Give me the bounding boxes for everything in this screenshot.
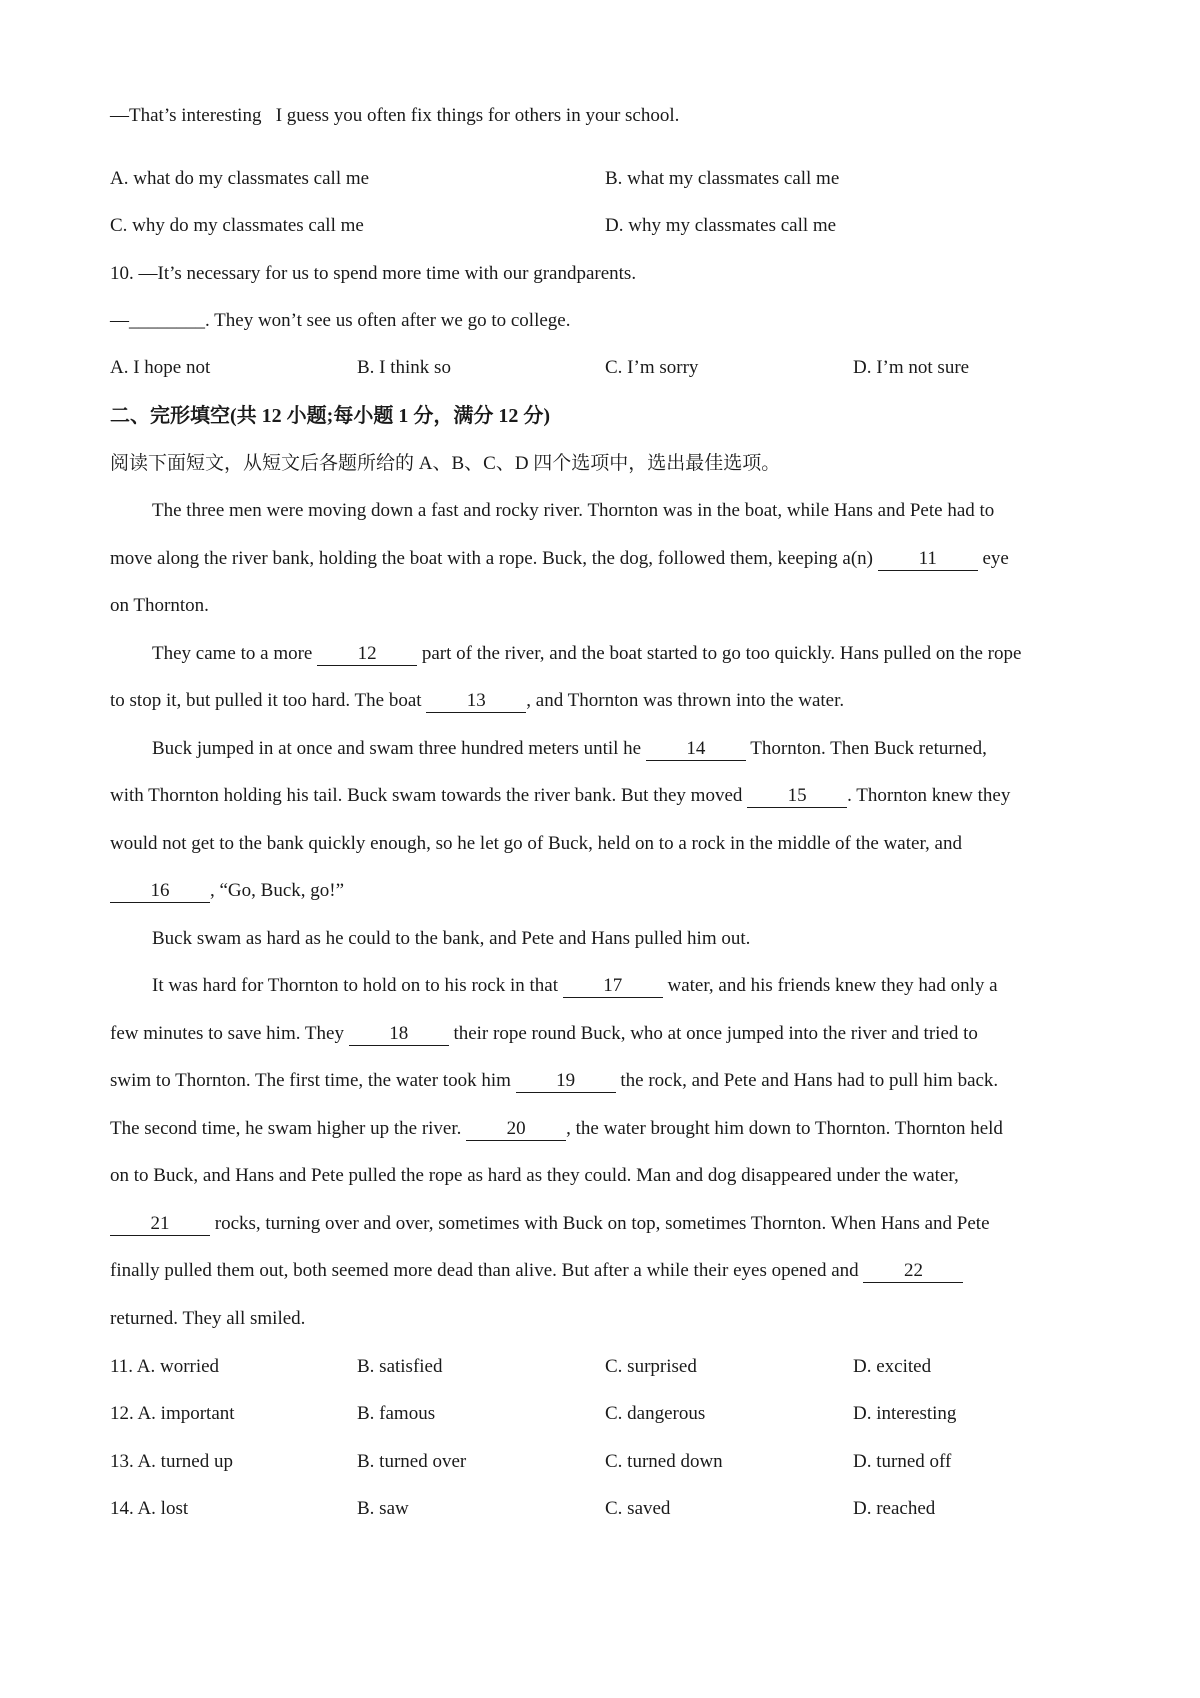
passage-text: rocks, turning over and over, sometimes with Buck on top, sometimes Thornton. When Hans and Pete [214, 1213, 990, 1234]
blank-15[interactable]: 15 [747, 785, 847, 808]
blank-18[interactable]: 18 [349, 1023, 449, 1046]
passage-p5-line3 [110, 1067, 1100, 1095]
passage-text: move along the river bank, holding the boat with a rope. Buck, the dog, followed them, keeping a(n) [110, 548, 873, 569]
choice-option-d[interactable]: D. reached [853, 1498, 936, 1519]
passage-text: They came to a more [152, 643, 313, 664]
q9-reply-rest: I guess you often fix things for others in your school. [275, 105, 680, 126]
passage-p3-line3: would not get to the bank quickly enough, so he let go of Buck, held on to a rock in the middle of the water, and [110, 833, 962, 854]
q9-option-c[interactable]: C. why do my classmates call me [110, 215, 364, 236]
passage-p4: Buck swam as hard as he could to the bank, and Pete and Hans pulled him out. [152, 928, 751, 949]
passage-text: their rope round Buck, who at once jumped into the river and tried to [453, 1023, 978, 1044]
section-instruction: 阅读下面短文，从短文后各题所给的 A、B、C、D 四个选项中，选出最佳选项。 [110, 453, 781, 474]
choice-option-d[interactable]: D. turned off [853, 1451, 952, 1472]
choice-option-c[interactable]: C. turned down [605, 1451, 723, 1472]
passage-text: Buck jumped in at once and swam three hundred meters until he [152, 738, 642, 759]
choice-option-a[interactable]: 13. A. turned up [110, 1451, 233, 1472]
choice-option-c[interactable]: C. surprised [605, 1356, 697, 1377]
blank-14[interactable]: 14 [646, 738, 746, 761]
blank-12[interactable]: 12 [317, 643, 417, 666]
choice-option-a[interactable]: 12. A. important [110, 1403, 235, 1424]
q9-reply-line [110, 102, 1100, 130]
passage-text: with Thornton holding his tail. Buck swam towards the river bank. But they moved [110, 785, 743, 806]
q10-reply-line [110, 307, 1100, 335]
passage-text: Thornton. Then Buck returned, [750, 738, 987, 759]
blank-20[interactable]: 20 [466, 1118, 566, 1141]
choice-option-d[interactable]: D. excited [853, 1356, 932, 1377]
passage-p5-line6 [110, 1210, 1100, 1238]
passage-text: to stop it, but pulled it too hard. The boat [110, 690, 422, 711]
blank-13[interactable]: 13 [426, 690, 526, 713]
passage-p5-line4 [110, 1115, 1100, 1143]
q9-options-row-2 [0, 212, 1200, 240]
passage-text: , “Go, Buck, go!” [210, 880, 345, 901]
passage-text: finally pulled them out, both seemed more dead than alive. But after a while their eyes opened and [110, 1260, 859, 1281]
q9-option-d[interactable]: D. why my classmates call me [605, 215, 837, 236]
passage-p5-line2 [110, 1020, 1100, 1048]
blank-21[interactable]: 21 [110, 1213, 210, 1236]
q10-options-row [0, 354, 1200, 382]
passage-p2-line2 [110, 687, 1100, 715]
q10-option-d[interactable]: D. I’m not sure [853, 357, 970, 378]
passage-p3-line1 [152, 735, 1100, 763]
choice-option-a[interactable]: 11. A. worried [110, 1356, 220, 1377]
q10-reply-rest: . They won’t see us often after we go to college. [205, 310, 571, 331]
q9-options-row-1 [0, 165, 1200, 193]
passage-text: eye [982, 548, 1009, 569]
q10-option-a[interactable]: A. I hope not [110, 357, 211, 378]
choice-option-c[interactable]: C. dangerous [605, 1403, 706, 1424]
choice-option-c[interactable]: C. saved [605, 1498, 671, 1519]
passage-text: the rock, and Pete and Hans had to pull him back. [620, 1070, 999, 1091]
q10-option-b[interactable]: B. I think so [357, 357, 451, 378]
passage-text: The second time, he swam higher up the river. [110, 1118, 462, 1139]
passage-p1-line2 [110, 545, 1100, 573]
choice-option-b[interactable]: B. saw [357, 1498, 409, 1519]
q10-option-c[interactable]: C. I’m sorry [605, 357, 699, 378]
q10-reply-prefix: — [110, 310, 129, 331]
choice-row [0, 1448, 1200, 1476]
passage-text: swim to Thornton. The first time, the water took him [110, 1070, 511, 1091]
passage-text: It was hard for Thornton to hold on to his rock in that [152, 975, 558, 996]
choice-row [0, 1495, 1200, 1523]
blank-22[interactable]: 22 [863, 1260, 963, 1283]
passage-p3-line2 [110, 782, 1100, 810]
choice-row [0, 1400, 1200, 1428]
passage-p2-line1 [152, 640, 1100, 668]
q10-stem: 10. —It’s necessary for us to spend more time with our grandparents. [110, 263, 637, 284]
blank-19[interactable]: 19 [516, 1070, 616, 1093]
passage-text: part of the river, and the boat started to go too quickly. Hans pulled on the rope [421, 643, 1022, 664]
passage-p5-line5: on to Buck, and Hans and Pete pulled the rope as hard as they could. Man and dog disappeared under the water, [110, 1165, 959, 1186]
passage-p5-line8: returned. They all smiled. [110, 1308, 306, 1329]
passage-p3-line4 [110, 877, 1100, 905]
choice-option-d[interactable]: D. interesting [853, 1403, 957, 1424]
q9-reply: —That’s interesting [110, 105, 262, 126]
passage-p5-line1 [152, 972, 1100, 1000]
blank-11[interactable]: 11 [878, 548, 978, 571]
section-heading: 二、完形填空(共 12 小题;每小题 1 分，满分 12 分) [110, 405, 550, 427]
q10-reply-blank: ________ [129, 310, 205, 331]
passage-p5-line7 [110, 1257, 1100, 1285]
choice-row [0, 1353, 1200, 1381]
q9-option-a[interactable]: A. what do my classmates call me [110, 168, 370, 189]
passage-text: water, and his friends knew they had only a [667, 975, 998, 996]
passage-p1-line3: on Thornton. [110, 595, 209, 616]
choice-option-b[interactable]: B. satisfied [357, 1356, 443, 1377]
passage-text: . Thornton knew they [847, 785, 1011, 806]
blank-16[interactable]: 16 [110, 880, 210, 903]
passage-text: , and Thornton was thrown into the water. [526, 690, 845, 711]
blank-17[interactable]: 17 [563, 975, 663, 998]
passage-text: , the water brought him down to Thornton. Thornton held [566, 1118, 1003, 1139]
q9-option-b[interactable]: B. what my classmates call me [605, 168, 840, 189]
choice-option-b[interactable]: B. turned over [357, 1451, 467, 1472]
choice-option-b[interactable]: B. famous [357, 1403, 436, 1424]
passage-text: few minutes to save him. They [110, 1023, 344, 1044]
passage-p1-line1: The three men were moving down a fast and rocky river. Thornton was in the boat, while Hans and Pete had to [152, 500, 995, 521]
choice-option-a[interactable]: 14. A. lost [110, 1498, 189, 1519]
